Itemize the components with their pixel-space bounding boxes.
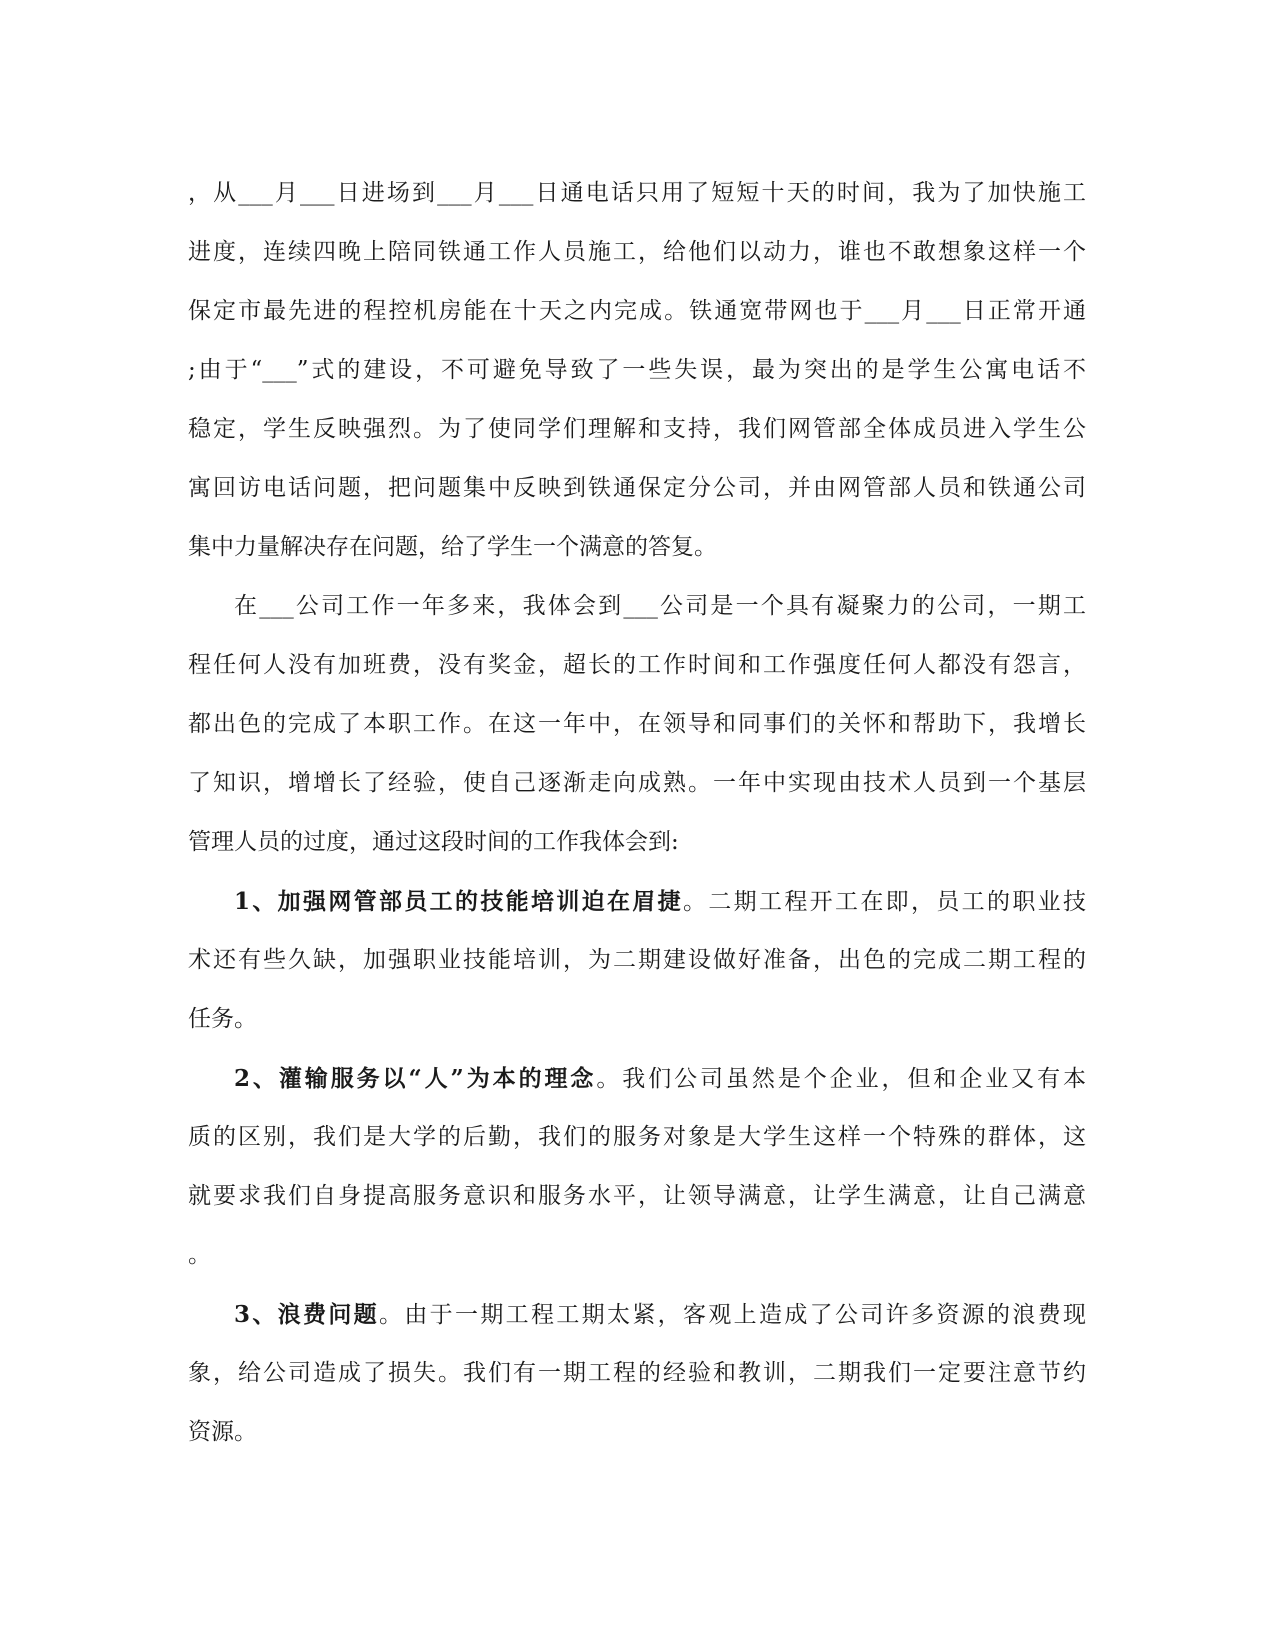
text-line: ;由于“___”式的建设，不可避免导致了一些失误，最为突出的是学生公寓电话不 [188, 357, 1086, 383]
text-line: 在___公司工作一年多来，我体会到___公司是一个具有凝聚力的公司，一期工 [234, 593, 1086, 619]
text-line: 保定市最先进的程控机房能在十天之内完成。铁通宽带网也于___月___日正常开通 [188, 298, 1086, 324]
paragraph-4 [188, 1049, 1086, 1285]
paragraph-2 [188, 577, 1086, 872]
text-line: 进度，连续四晚上陪同铁通工作人员施工，给他们以动力，谁也不敢想象这样一个 [188, 239, 1086, 265]
document-body [188, 164, 1086, 1462]
text-line: 稳定，学生反映强烈。为了使同学们理解和支持，我们网管部全体成员进入学生公 [188, 416, 1086, 442]
paragraph-5 [188, 1285, 1086, 1462]
text-line: 象，给公司造成了损失。我们有一期工程的经验和教训，二期我们一定要注意节约 [188, 1360, 1086, 1386]
text-line: 集中力量解决存在问题，给了学生一个满意的答复。 [188, 534, 717, 560]
text-line: 程任何人没有加班费，没有奖金，超长的工作时间和工作强度任何人都没有怨言， [188, 652, 1086, 678]
text-line-with-heading [188, 872, 1086, 931]
text-run: 。二期工程开工在即，员工的职业技 [683, 889, 1086, 915]
text-line: ，从___月___日进场到___月___日通电话只用了短短十天的时间，我为了加快施工 [188, 180, 1086, 206]
text-line: 都出色的完成了本职工作。在这一年中，在领导和同事们的关怀和帮助下，我增长 [188, 711, 1086, 737]
text-line: 管理人员的过度，通过这段时间的工作我体会到: [188, 829, 679, 855]
paragraph-1 [188, 164, 1086, 577]
text-line: 了知识，增增长了经验，使自己逐渐走向成熟。一年中实现由技术人员到一个基层 [188, 770, 1086, 796]
text-line: 资源。 [188, 1419, 257, 1445]
text-line: 术还有些久缺，加强职业技能培训，为二期建设做好准备，出色的完成二期工程的 [188, 947, 1086, 973]
text-run: 。由于一期工程工期太紧，客观上造成了公司许多资源的浪费现 [379, 1302, 1087, 1328]
text-line: 就要求我们自身提高服务意识和服务水平，让领导满意，让学生满意，让自己满意 [188, 1183, 1086, 1209]
section-heading-3: 3、浪费问题 [234, 1301, 380, 1328]
text-line: 质的区别，我们是大学的后勤，我们的服务对象是大学生这样一个特殊的群体，这 [188, 1124, 1086, 1150]
text-line: 寓回访电话问题，把问题集中反映到铁通保定分公司，并由网管部人员和铁通公司 [188, 475, 1086, 501]
section-heading-1: 1、加强网管部员工的技能培训迫在眉捷 [234, 888, 683, 915]
text-run: 。我们公司虽然是个企业，但和企业又有本 [596, 1066, 1086, 1092]
paragraph-3 [188, 872, 1086, 1049]
text-line: 任务。 [188, 1006, 257, 1032]
text-line-with-heading [188, 1049, 1086, 1108]
text-line: 。 [188, 1242, 211, 1268]
section-heading-2: 2、灌输服务以“人”为本的理念 [234, 1065, 597, 1092]
text-line-with-heading [188, 1285, 1086, 1344]
